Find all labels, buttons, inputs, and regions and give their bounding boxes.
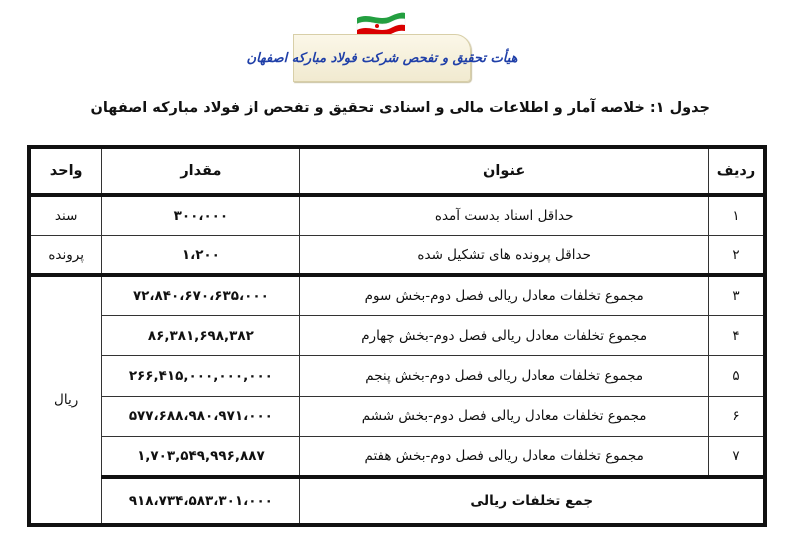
header-amount: مقدار [102, 147, 300, 195]
table-row [29, 275, 765, 315]
organization-logo [246, 10, 518, 84]
row-number: ۳ [708, 275, 765, 315]
row-number: ۷ [708, 436, 765, 476]
header-unit: واحد [29, 147, 102, 195]
row-amount: ۷۲،۸۴۰،۶۷۰،۶۳۵،۰۰۰ [102, 275, 300, 315]
total-label: جمع تخلفات ریالی [300, 477, 765, 525]
logo-text: هیأت تحقیق و تفحص شرکت فولاد مبارکه اصفهان [246, 50, 518, 66]
row-number: ۵ [708, 356, 765, 396]
row-title: حداقل پرونده های تشکیل شده [300, 235, 708, 275]
rial-unit-cell: ریال [29, 275, 102, 525]
row-number: ۱ [708, 195, 765, 235]
row-unit: پرونده [29, 235, 102, 275]
row-amount: ۳۰۰،۰۰۰ [102, 195, 300, 235]
row-title: مجموع تخلفات معادل ریالی فصل دوم-بخش سوم [300, 275, 708, 315]
row-title: مجموع تخلفات معادل ریالی فصل دوم-بخش ششم [300, 396, 708, 436]
row-title: مجموع تخلفات معادل ریالی فصل دوم-بخش پنجم [300, 356, 708, 396]
row-title: حداقل اسناد بدست آمده [300, 195, 708, 235]
document-title: جدول ۱: خلاصه آمار و اطلاعات مالی و اسنادی تحقیق و تفحص از فولاد مبارکه اصفهان [90, 100, 710, 116]
table-row [29, 316, 765, 356]
row-number: ۴ [708, 316, 765, 356]
row-title: مجموع تخلفات معادل ریالی فصل دوم-بخش چهارم [300, 316, 708, 356]
table-row [29, 396, 765, 436]
table-row [29, 195, 765, 235]
row-amount: ۱,۷۰۳,۵۴۹,۹۹۶,۸۸۷ [102, 436, 300, 476]
row-unit: سند [29, 195, 102, 235]
summary-table [27, 145, 767, 527]
row-amount: ۱،۲۰۰ [102, 235, 300, 275]
total-amount: ۹۱۸،۷۳۴،۵۸۳،۳۰۱،۰۰۰ [102, 477, 300, 525]
row-number: ۶ [708, 396, 765, 436]
header-title: عنوان [300, 147, 708, 195]
table-row [29, 356, 765, 396]
header-row-number: ردیف [708, 147, 765, 195]
table-row [29, 436, 765, 476]
table-header-row [29, 147, 765, 195]
table-row [29, 235, 765, 275]
row-number: ۲ [708, 235, 765, 275]
row-amount: ۸۶,۳۸۱,۶۹۸,۳۸۲ [102, 316, 300, 356]
row-amount: ۲۶۶,۴۱۵,۰۰۰,۰۰۰,۰۰۰ [102, 356, 300, 396]
row-amount: ۵۷۷،۶۸۸،۹۸۰،۹۷۱،۰۰۰ [102, 396, 300, 436]
total-row [29, 477, 765, 525]
row-title: مجموع تخلفات معادل ریالی فصل دوم-بخش هفتم [300, 436, 708, 476]
